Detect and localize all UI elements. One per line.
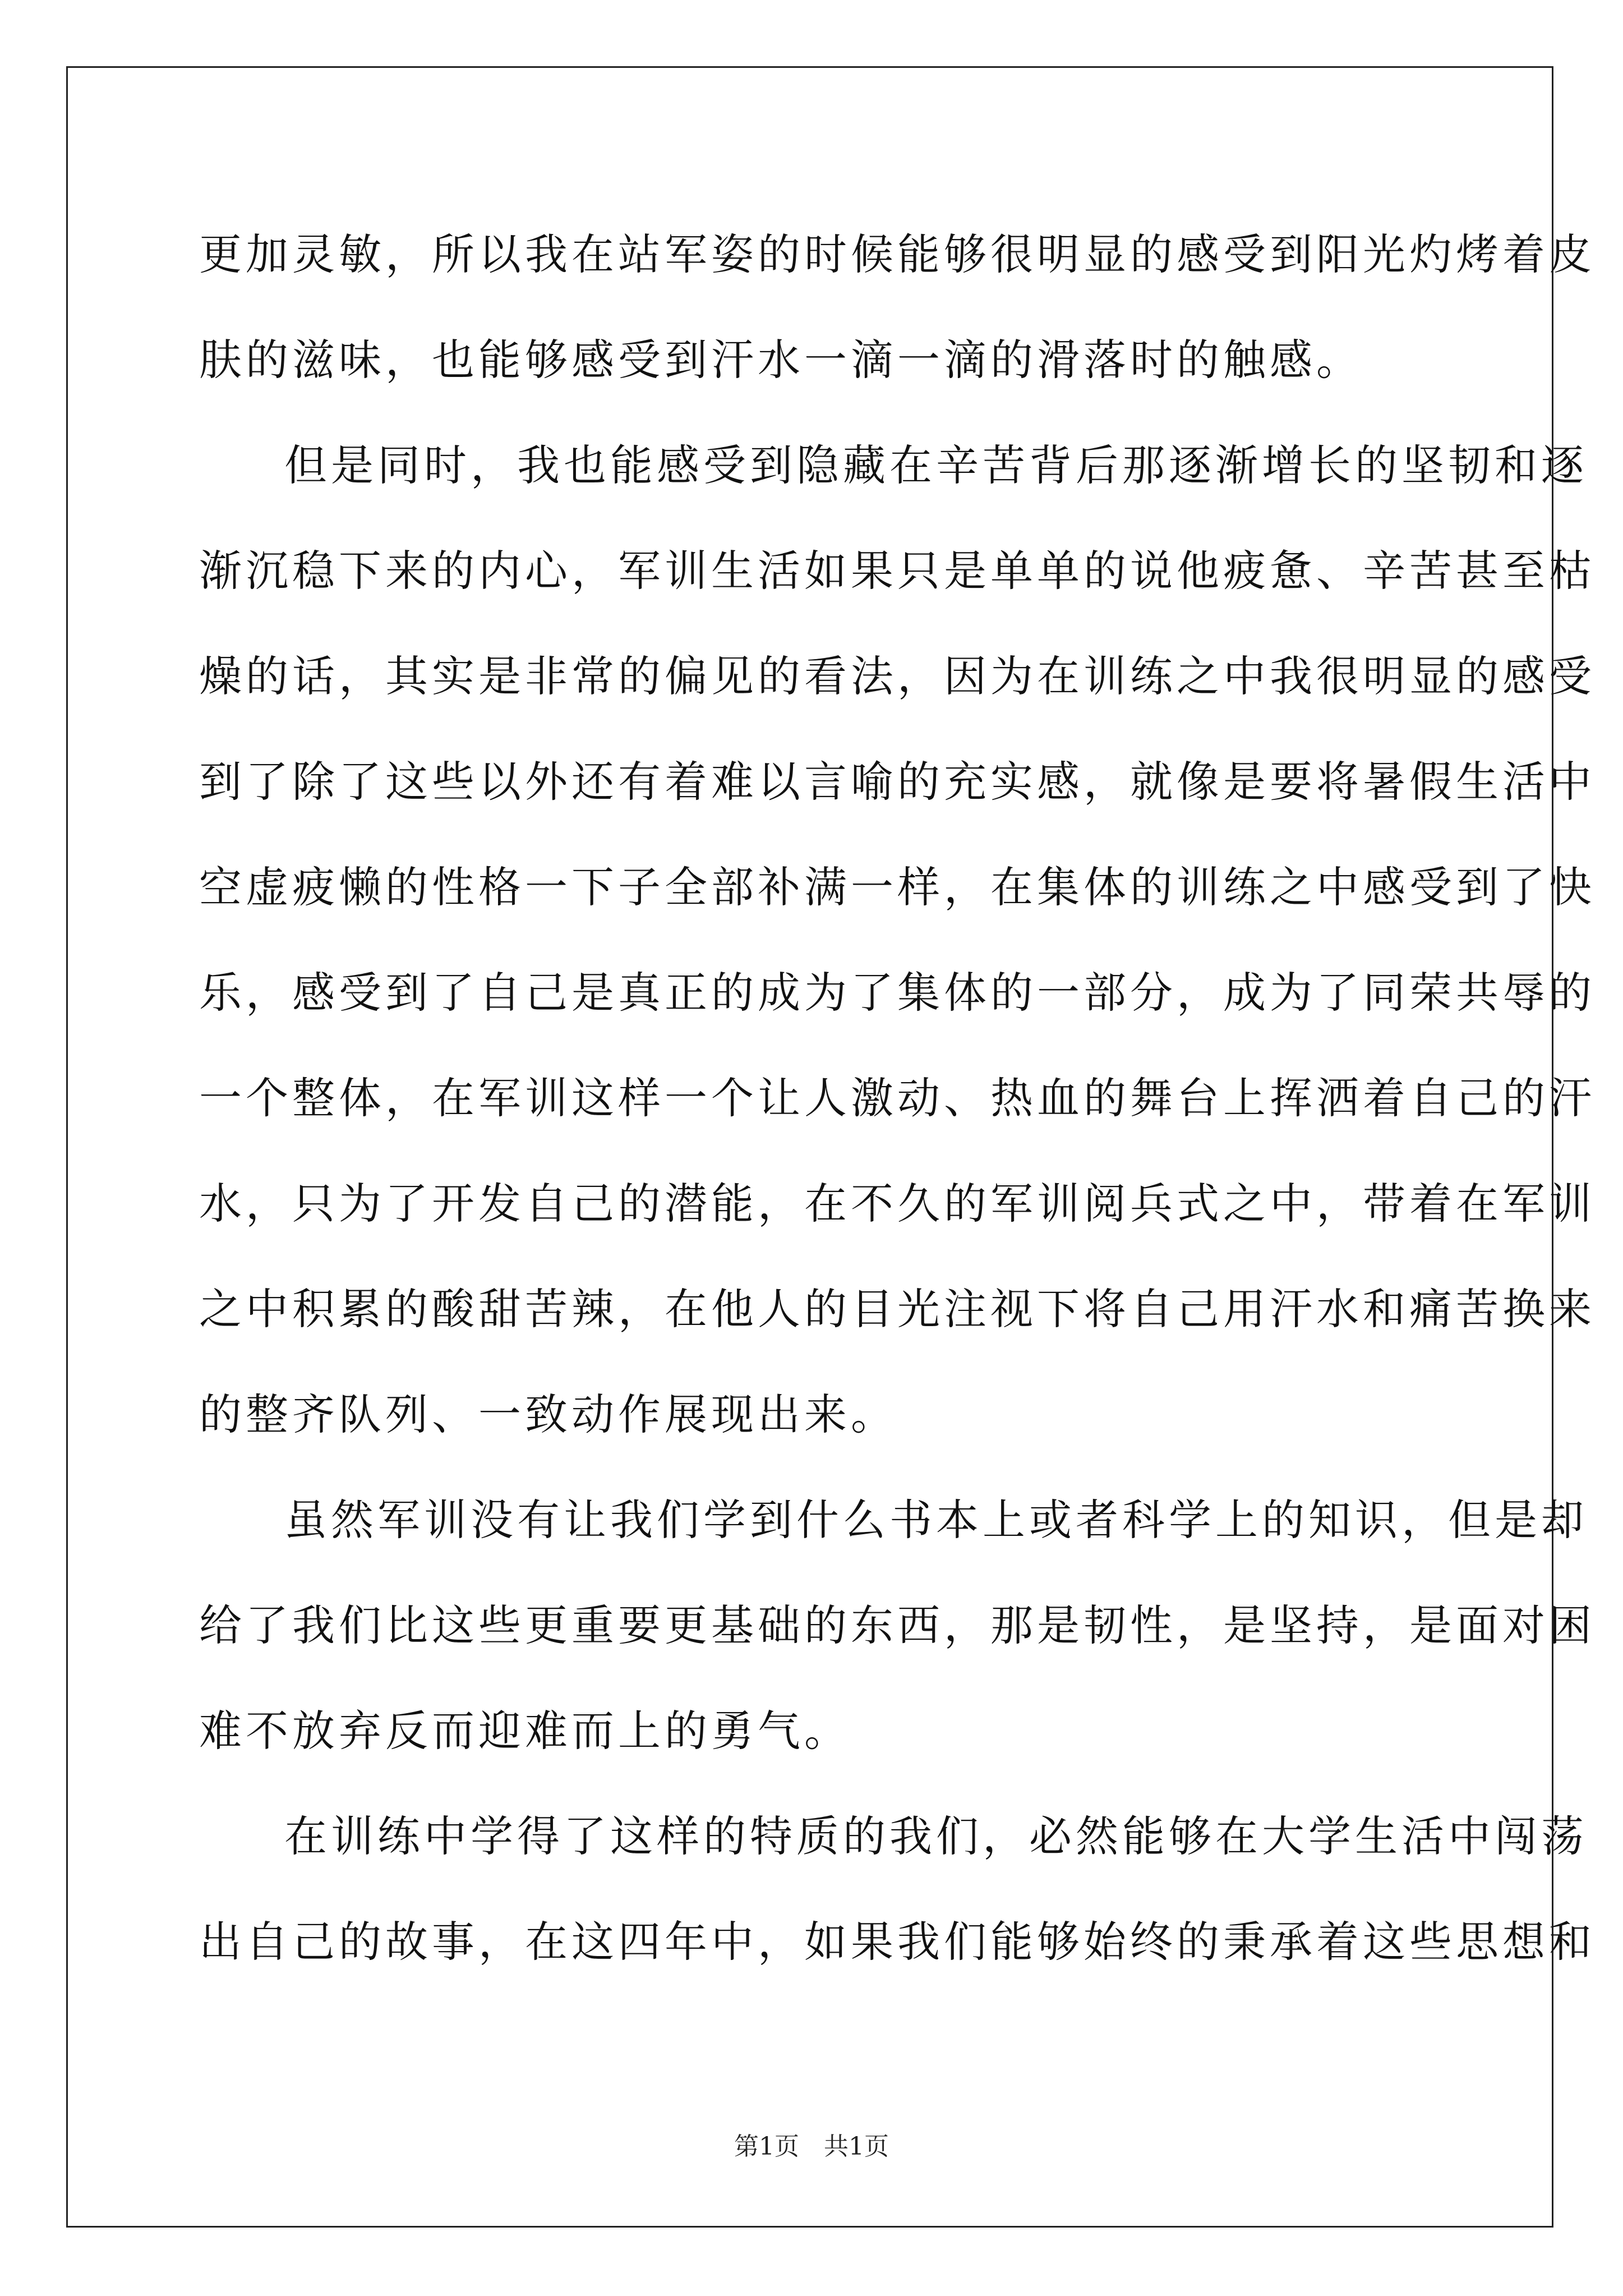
text-line: 虽然军训没有让我们学到什么书本上或者科学上的知识，但是却 (284, 1495, 1588, 1545)
text-line: 在训练中学得了这样的特质的我们，必然能够在大学生活中闯荡 (284, 1811, 1588, 1861)
document-body (199, 202, 1596, 1995)
text-line: 空虚疲懒的性格一下子全部补满一样，在集体的训练之中感受到了快 (199, 862, 1596, 912)
text-line: 水，只为了开发自己的潜能，在不久的军训阅兵式之中，带着在军训 (199, 1179, 1596, 1228)
text-line: 一个整体，在军训这样一个让人激动、热血的舞台上挥洒着自己的汗 (199, 1073, 1596, 1123)
text-line: 的整齐队列、一致动作展现出来。 (199, 1389, 897, 1439)
text-line: 渐沉稳下来的内心，军训生活如果只是单单的说他疲惫、辛苦甚至枯 (199, 546, 1596, 596)
text-line: 之中积累的酸甜苦辣，在他人的目光注视下将自己用汗水和痛苦换来 (199, 1284, 1596, 1334)
text-line: 更加灵敏，所以我在站军姿的时候能够很明显的感受到阳光灼烤着皮 (199, 229, 1596, 279)
page-number-footer: 第1页 共1页 (734, 2132, 889, 2161)
text-line: 燥的话，其实是非常的偏见的看法，因为在训练之中我很明显的感受 (199, 651, 1596, 701)
text-line: 给了我们比这些更重要更基础的东西，那是韧性，是坚持，是面对困 (199, 1600, 1596, 1650)
text-line: 但是同时，我也能感受到隐藏在辛苦背后那逐渐增长的坚韧和逐 (284, 440, 1588, 490)
text-line: 出自己的故事，在这四年中，如果我们能够始终的秉承着这些思想和 (199, 1917, 1596, 1967)
text-line: 到了除了这些以外还有着难以言喻的充实感，就像是要将暑假生活中 (199, 757, 1596, 807)
text-line: 乐，感受到了自己是真正的成为了集体的一部分，成为了同荣共辱的 (199, 968, 1596, 1018)
text-line: 肤的滋味，也能够感受到汗水一滴一滴的滑落时的触感。 (199, 335, 1363, 385)
text-line: 难不放弃反而迎难而上的勇气。 (199, 1706, 851, 1756)
